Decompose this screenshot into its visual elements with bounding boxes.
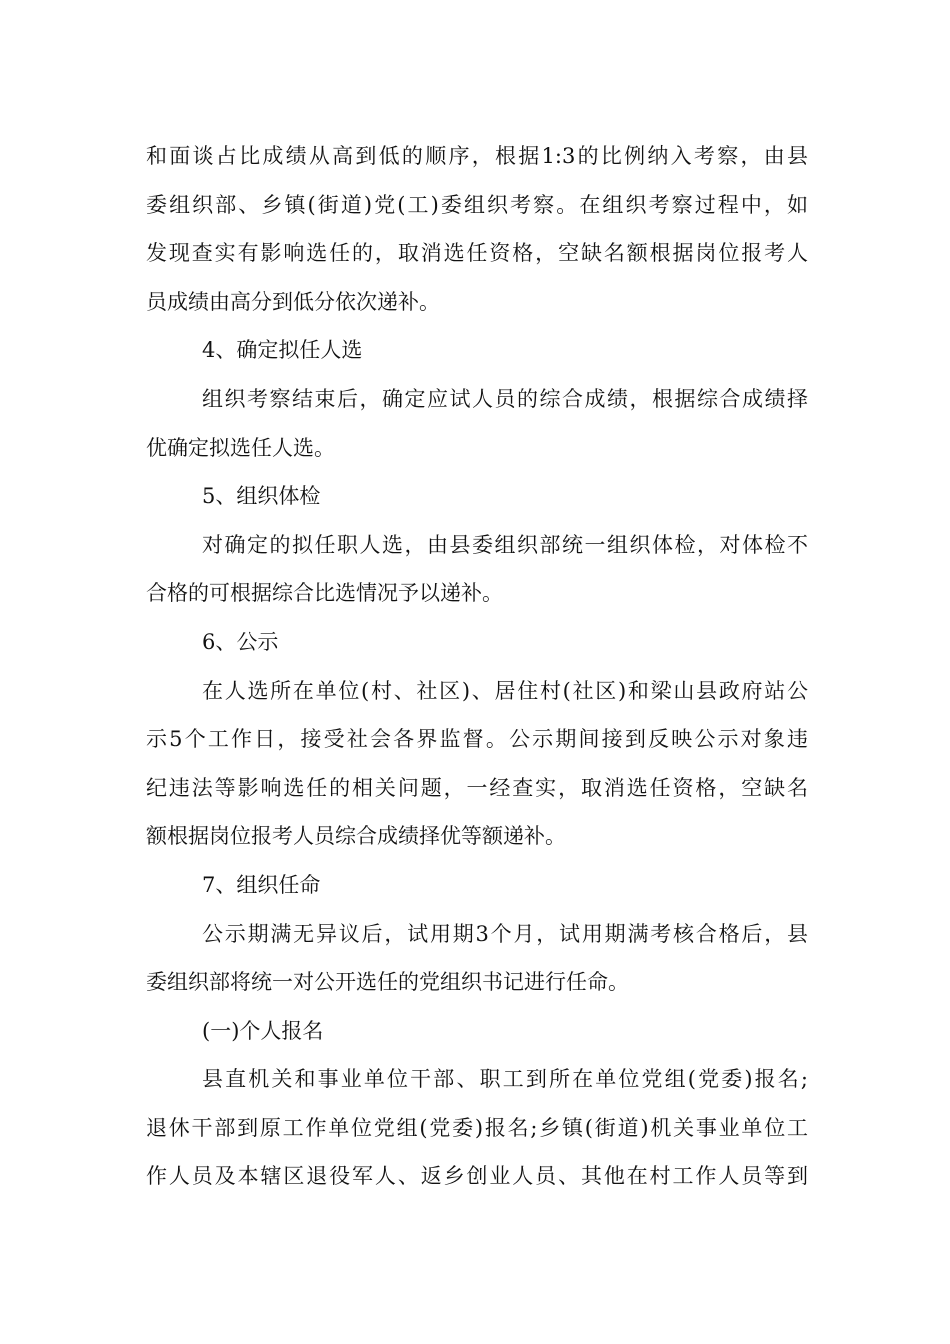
body-line-14: 纪违法等影响选任的相关问题，一经查实，取消选任资格，空缺名	[146, 775, 808, 800]
body-line-21: 退休干部到原工作单位党组(党委)报名;乡镇(街道)机关事业单位工	[146, 1115, 808, 1140]
section-heading-4: 4、确定拟任人选	[202, 338, 363, 363]
body-line-12: 在人选所在单位(村、社区)、居住村(社区)和梁山县政府站公	[202, 678, 808, 703]
body-line-4: 员成绩由高分到低分依次递补。	[146, 289, 440, 314]
body-line-1: 和面谈占比成绩从高到低的顺序，根据1:3的比例纳入考察，由县	[146, 144, 808, 168]
body-line-22: 作人员及本辖区退役军人、返乡创业人员、其他在村工作人员等到	[146, 1164, 808, 1189]
body-line-6: 组织考察结束后，确定应试人员的综合成绩，根据综合成绩择	[202, 386, 808, 411]
body-line-7: 优确定拟选任人选。	[146, 435, 335, 460]
body-line-17: 公示期满无异议后，试用期3个月，试用期满考核合格后，县	[202, 921, 808, 946]
section-heading-personal-registration: (一)个人报名	[202, 1018, 324, 1043]
body-line-18: 委组织部将统一对公开选任的党组织书记进行任命。	[146, 970, 629, 995]
body-line-15: 额根据岗位报考人员综合成绩择优等额递补。	[146, 824, 566, 849]
body-line-9: 对确定的拟任职人选，由县委组织部统一组织体检，对体检不	[202, 532, 808, 557]
section-heading-5: 5、组织体检	[202, 484, 321, 509]
body-line-2: 委组织部、乡镇(街道)党(工)委组织考察。在组织考察过程中，如	[146, 192, 808, 217]
document-body	[146, 132, 808, 1201]
body-line-20: 县直机关和事业单位干部、职工到所在单位党组(党委)报名;	[202, 1067, 808, 1092]
body-line-13: 示5个工作日，接受社会各界监督。公示期间接到反映公示对象违	[146, 727, 808, 752]
body-line-10: 合格的可根据综合比选情况予以递补。	[146, 581, 503, 606]
section-heading-7: 7、组织任命	[202, 872, 321, 897]
body-line-3: 发现查实有影响选任的，取消选任资格，空缺名额根据岗位报考人	[146, 241, 808, 266]
section-heading-6: 6、公示	[202, 629, 279, 654]
